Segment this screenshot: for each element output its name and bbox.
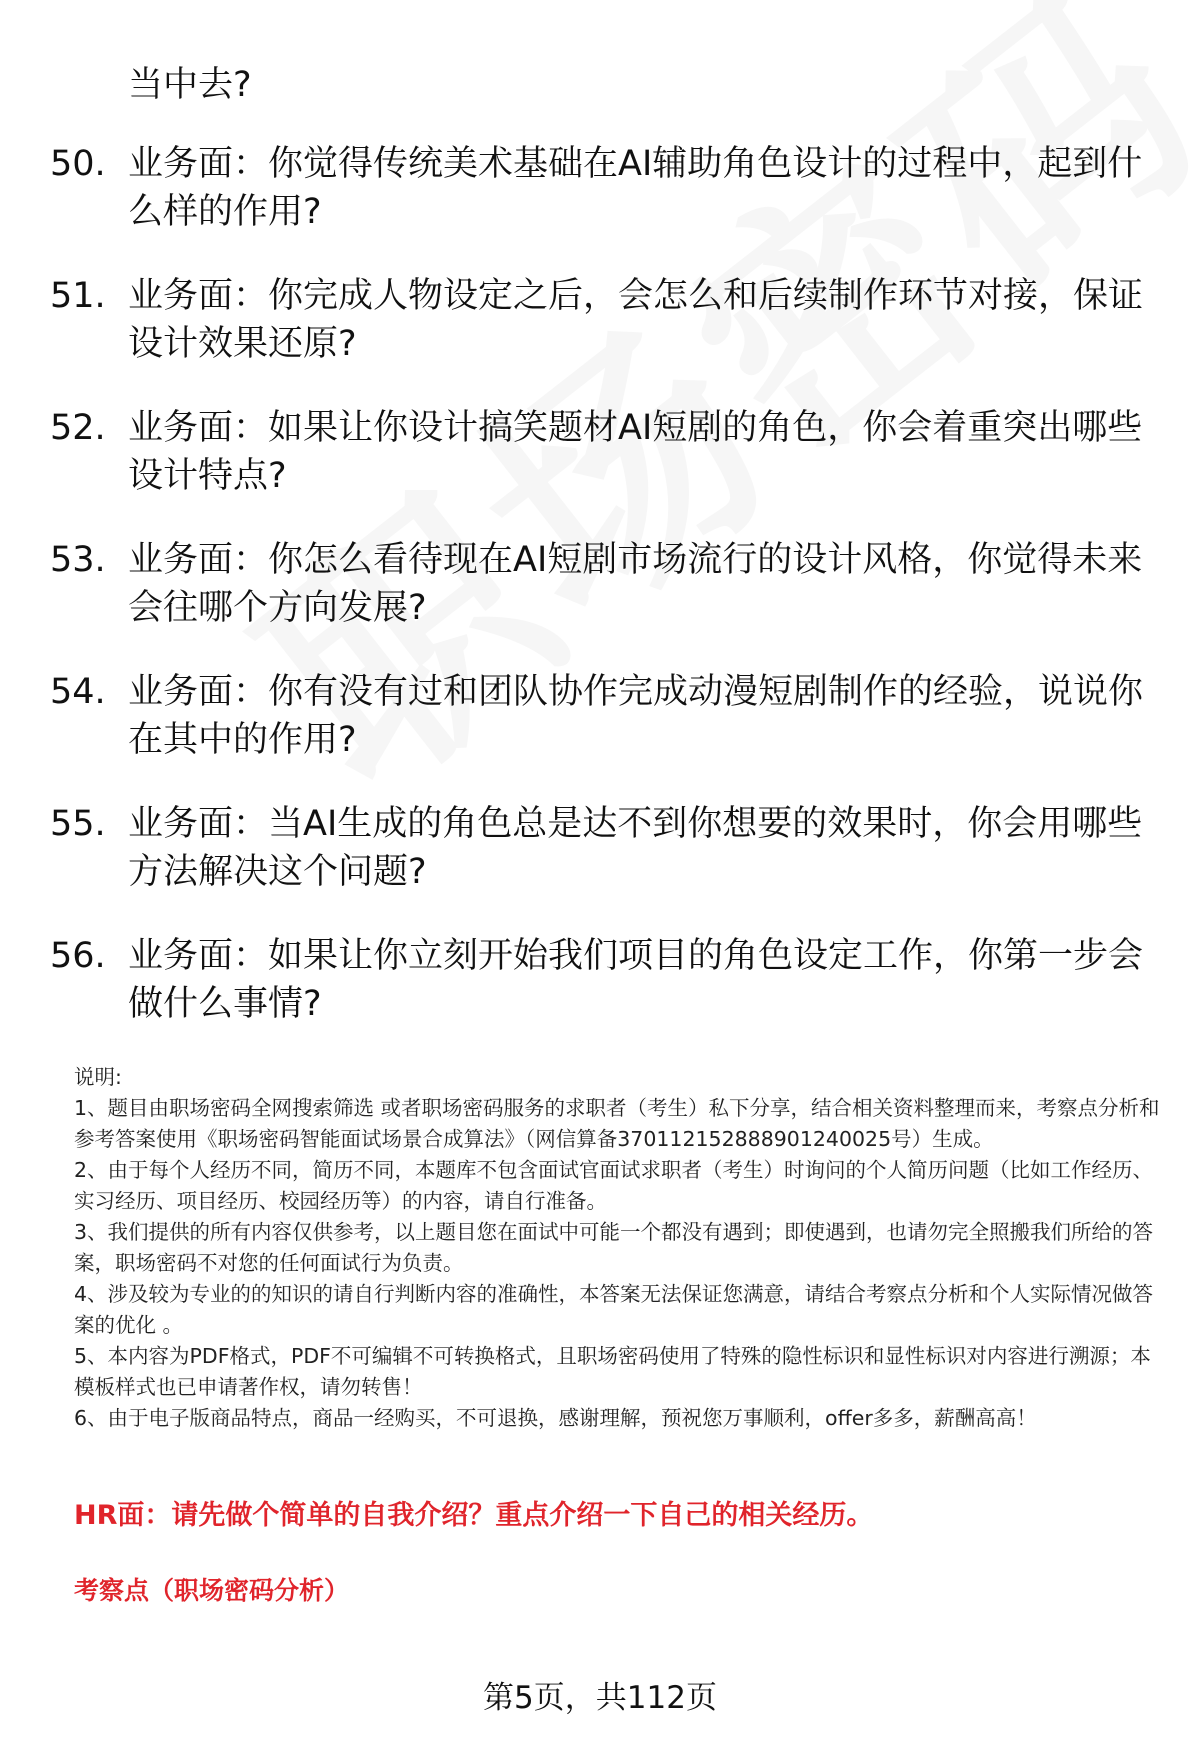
question-number: 53.	[50, 540, 106, 580]
question-continuation: 当中去?	[128, 65, 252, 105]
question-item	[50, 932, 1160, 1028]
question-item	[50, 140, 1160, 236]
note-item: 1、题目由职场密码全网搜索筛选 或者职场密码服务的求职者（考生）私下分享，结合相关资料整理而来，考察点分析和参考答案使用《职场密码智能面试场景合成算法》（网信算备370112152888901240025号）生成。	[74, 1096, 1160, 1151]
analysis-section-title: 考察点（职场密码分析）	[74, 1576, 350, 1605]
question-item	[50, 404, 1160, 500]
question-number: 50.	[50, 144, 106, 184]
question-list	[50, 140, 1160, 1064]
question-text: 业务面：如果让你设计搞笑题材AI短剧的角色，你会着重突出哪些设计特点?	[128, 408, 1143, 496]
question-text: 业务面：你完成人物设定之后，会怎么和后续制作环节对接，保证设计效果还原?	[128, 276, 1144, 364]
question-text: 业务面：你怎么看待现在AI短剧市场流行的设计风格，你觉得未来会往哪个方向发展?	[128, 540, 1143, 628]
note-item: 2、由于每个人经历不同，简历不同，本题库不包含面试官面试求职者（考生）时询问的个人简历问题（比如工作经历、实习经历、项目经历、校园经历等）的内容，请自行准备。	[74, 1158, 1154, 1213]
question-number: 56.	[50, 936, 106, 976]
question-text: 业务面：你觉得传统美术基础在AI辅助角色设计的过程中，起到什么样的作用?	[128, 144, 1143, 232]
hr-question-heading: HR面：请先做个简单的自我介绍？重点介绍一下自己的相关经历。	[74, 1500, 874, 1531]
question-item	[50, 272, 1160, 368]
notes-heading: 说明:	[74, 1065, 122, 1089]
question-text: 业务面：当AI生成的角色总是达不到你想要的效果时，你会用哪些方法解决这个问题?	[128, 804, 1143, 892]
question-text: 业务面：如果让你立刻开始我们项目的角色设定工作，你第一步会做什么事情?	[128, 936, 1144, 1024]
question-item	[50, 536, 1160, 632]
note-item: 4、涉及较为专业的的知识的请自行判断内容的准确性，本答案无法保证您满意，请结合考察点分析和个人实际情况做答案的优化 。	[74, 1282, 1154, 1337]
question-item	[50, 668, 1160, 764]
disclaimer-notes	[74, 1062, 1164, 1434]
question-text: 业务面：你有没有过和团队协作完成动漫短剧制作的经验，说说你在其中的作用?	[128, 672, 1144, 760]
question-number: 54.	[50, 672, 106, 712]
question-number: 55.	[50, 804, 106, 844]
note-item: 6、由于电子版商品特点，商品一经购买，不可退换，感谢理解，预祝您万事顺利，offer多多，薪酬高高！	[74, 1406, 1037, 1430]
question-item	[50, 800, 1160, 896]
note-item: 5、本内容为PDF格式，PDF不可编辑不可转换格式，且职场密码使用了特殊的隐性标识和显性标识对内容进行溯源；本模板样式也已申请著作权，请勿转售！	[74, 1344, 1151, 1399]
question-number: 51.	[50, 276, 106, 316]
question-number: 52.	[50, 408, 106, 448]
note-item: 3、我们提供的所有内容仅供参考，以上题目您在面试中可能一个都没有遇到；即使遇到，也请勿完全照搬我们所给的答案，职场密码不对您的任何面试行为负责。	[74, 1220, 1154, 1275]
page-number: 第5页，共112页	[483, 1680, 717, 1716]
